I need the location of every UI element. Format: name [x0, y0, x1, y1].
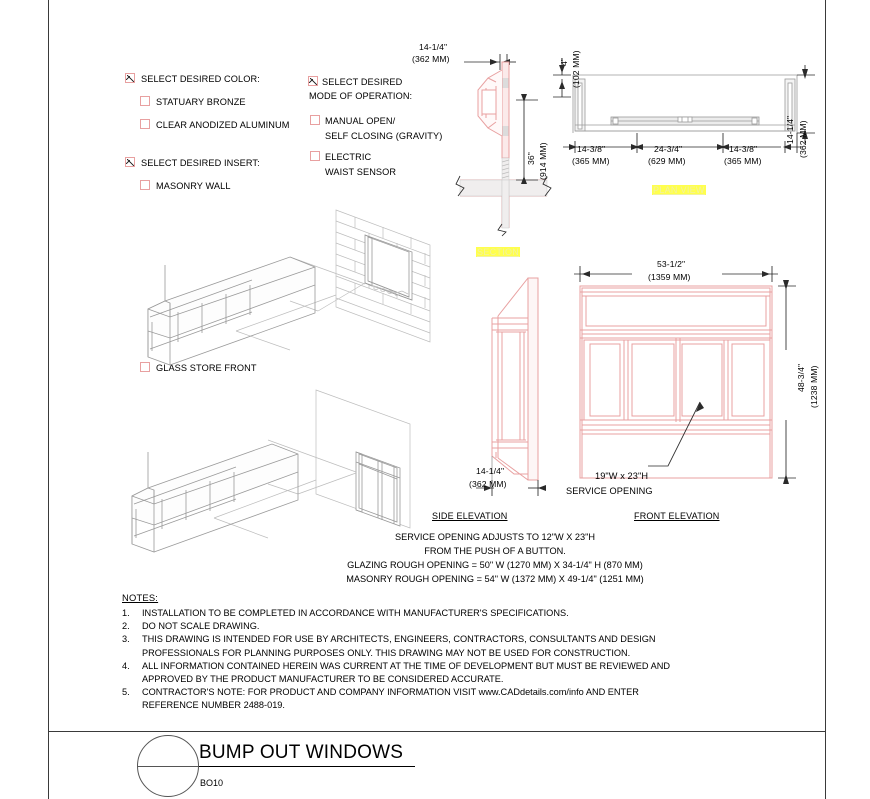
side-elevation-drawing	[452, 268, 562, 498]
label-select-insert: SELECT DESIRED INSERT:	[141, 158, 260, 168]
dim-section-height-metric: (914 MM)	[538, 142, 548, 180]
note-line: APPROVED BY THE PRODUCT MANUFACTURER TO BE CONSIDERED ACCURATE.	[142, 674, 504, 685]
dim-plan-right-imperial: 14-3/8"	[729, 144, 758, 154]
title-block-title: BUMP OUT WINDOWS	[199, 742, 404, 763]
dim-plan-right-metric: (365 MM)	[724, 156, 762, 166]
dim-front-width-imperial: 53-1/2"	[657, 259, 686, 269]
label-electric-line2: WAIST SENSOR	[325, 167, 397, 177]
dim-side-depth-metric: (362 MM)	[469, 479, 507, 489]
dim-plan-depth-imperial: 14-1/4"	[785, 115, 795, 144]
spec-line-4: MASONRY ROUGH OPENING = 54" W (1372 MM) X 49-1/4" (1251 MM)	[346, 574, 644, 584]
title-block-rule	[199, 766, 415, 767]
dim-section-depth-imperial: 14-1/4"	[419, 42, 448, 52]
title-block-logo-divider	[137, 766, 199, 767]
label-select-mode-line1: SELECT DESIRED	[322, 77, 403, 87]
note-number: 4.	[122, 660, 130, 671]
view-label-plan	[652, 184, 706, 196]
view-label-section-text: SECTION	[477, 247, 520, 257]
checkbox-select-insert[interactable]	[125, 157, 135, 167]
sheet-border-right	[825, 0, 826, 799]
note-number: 3.	[122, 634, 130, 645]
checkbox-clear-anodized-aluminum[interactable]	[140, 119, 150, 129]
label-masonry-wall: MASONRY WALL	[156, 181, 231, 191]
dim-side-depth-imperial: 14-1/4"	[476, 466, 505, 476]
sheet-border-left	[48, 0, 49, 799]
note-line: DO NOT SCALE DRAWING.	[142, 621, 260, 632]
dim-plan-left-metric: (365 MM)	[572, 156, 610, 166]
notes-heading: NOTES:	[122, 592, 159, 603]
label-electric-line1: ELECTRIC	[325, 152, 372, 162]
checkbox-electric-waist-sensor[interactable]	[310, 151, 320, 161]
dim-plan-top-offset-metric: (102 MM)	[571, 50, 581, 88]
title-block-code: BO10	[200, 778, 224, 788]
checkbox-select-color[interactable]	[125, 73, 135, 83]
view-label-front-elevation: FRONT ELEVATION	[634, 511, 720, 521]
note-item	[122, 633, 762, 659]
isometric-glass-store-front-drawing	[128, 388, 428, 548]
checkbox-manual-open[interactable]	[310, 115, 320, 125]
dim-plan-center-imperial: 24-3/4"	[654, 144, 683, 154]
spec-line-2: FROM THE PUSH OF A BUTTON.	[424, 546, 566, 556]
front-elevation-drawing	[572, 270, 802, 500]
callout-service-opening-size: 19"W x 23"H	[595, 471, 649, 481]
label-manual-open-line2: SELF CLOSING (GRAVITY)	[325, 131, 443, 141]
note-item	[122, 620, 762, 633]
checkbox-select-mode-of-operation[interactable]	[308, 76, 318, 86]
label-manual-open-line1: MANUAL OPEN/	[325, 116, 396, 126]
note-item	[122, 686, 762, 712]
checkbox-masonry-wall[interactable]	[140, 180, 150, 190]
note-line: REFERENCE NUMBER 2488-019.	[142, 700, 285, 711]
label-select-color: SELECT DESIRED COLOR:	[141, 74, 260, 84]
dim-plan-depth-metric: (362 MM)	[798, 120, 808, 158]
isometric-masonry-wall-drawing	[140, 205, 440, 365]
dim-section-height-imperial: 36"	[526, 152, 536, 165]
checkbox-statuary-bronze[interactable]	[140, 96, 150, 106]
label-glass-store-front: GLASS STORE FRONT	[156, 363, 257, 373]
label-select-mode-line2: MODE OF OPERATION:	[309, 91, 413, 101]
label-clear-anodized-aluminum: CLEAR ANODIZED ALUMINUM	[156, 120, 290, 130]
spec-line-3: GLAZING ROUGH OPENING = 50" W (1270 MM) X 34-1/4" H (870 MM)	[347, 560, 643, 570]
view-label-section	[476, 246, 520, 258]
spec-line-1: SERVICE OPENING ADJUSTS TO 12"W X 23"H	[394, 532, 596, 542]
note-number: 2.	[122, 621, 130, 632]
note-line: ALL INFORMATION CONTAINED HEREIN WAS CURRENT AT THE TIME OF DEVELOPMENT BUT MUST BE REVIEWED AND	[142, 660, 671, 671]
callout-service-opening-label: SERVICE OPENING	[566, 486, 653, 496]
note-line: CONTRACTOR'S NOTE: FOR PRODUCT AND COMPANY INFORMATION VISIT www.CADdetails.com/info AND ENTER	[142, 687, 639, 698]
sheet-border-bottom	[48, 731, 825, 732]
spec-block	[260, 530, 730, 586]
dim-plan-center-metric: (629 MM)	[648, 156, 686, 166]
dim-plan-left-imperial: 14-3/8"	[577, 144, 606, 154]
notes-list	[122, 607, 762, 713]
dim-front-height-imperial: 48-3/4"	[796, 363, 806, 392]
note-line: INSTALLATION TO BE COMPLETED IN ACCORDANCE WITH MANUFACTURER'S SPECIFICATIONS.	[142, 608, 569, 618]
note-item	[122, 660, 762, 686]
dim-section-depth-metric: (362 MM)	[412, 54, 450, 64]
plan-view-drawing	[565, 55, 805, 155]
note-number: 5.	[122, 687, 130, 698]
note-number: 1.	[122, 608, 130, 618]
dim-front-height-metric: (1238 MM)	[809, 365, 819, 408]
label-statuary-bronze: STATUARY BRONZE	[156, 97, 246, 107]
dim-front-width-metric: (1359 MM)	[648, 272, 691, 282]
dim-plan-top-offset-imperial: 4"	[559, 57, 569, 66]
note-line: THIS DRAWING IS INTENDED FOR USE BY ARCHITECTS, ENGINEERS, CONTRACTORS, CONSULTANTS AND DESIGN	[142, 634, 656, 645]
note-item	[122, 607, 762, 620]
note-line: PROFESSIONALS FOR PLANNING PURPOSES ONLY. THIS DRAWING MAY NOT BE USED FOR CONSTRUCTION.	[142, 647, 631, 658]
view-label-side-elevation: SIDE ELEVATION	[432, 511, 508, 521]
notes-block	[122, 592, 762, 713]
view-label-plan-text: PLAN VIEW	[653, 185, 705, 195]
